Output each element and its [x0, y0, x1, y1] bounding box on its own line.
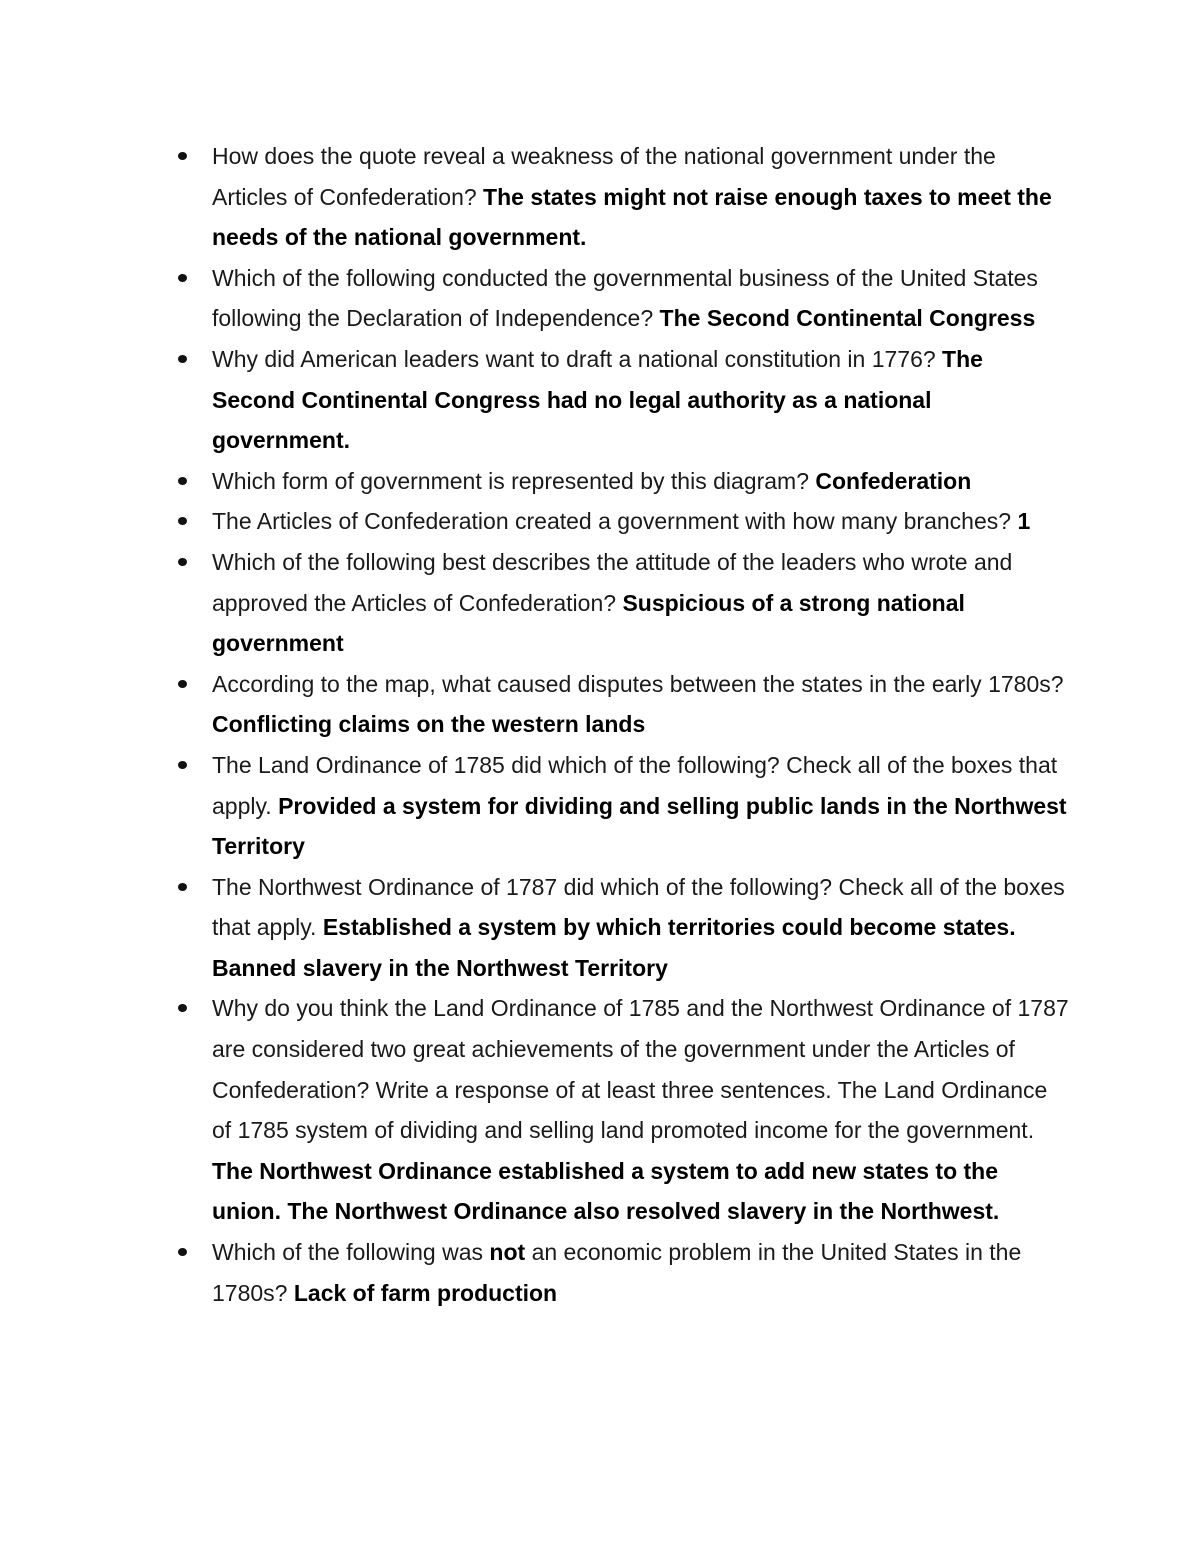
- question-text: Why did American leaders want to draft a national constitution in 1776?: [212, 345, 936, 372]
- bullet-icon: [178, 761, 187, 769]
- list-item: [212, 664, 1072, 745]
- question-text: Which form of government is represented by this diagram?: [212, 467, 809, 494]
- question-text: Which of the following conducted the governmental business of the United States following the Declaration of Independence?: [212, 264, 1038, 332]
- answer-text: The Second Continental Congress had no legal authority as a national government.: [212, 345, 983, 454]
- bullet-icon: [178, 883, 187, 891]
- question-text: The Land Ordinance of 1785 did which of the following? Check all of the boxes that apply.: [212, 751, 1058, 819]
- question-emphasis: not: [489, 1239, 526, 1266]
- answer-text: Provided a system for dividing and selling public lands in the Northwest Territory: [212, 792, 1067, 860]
- list-item: [212, 136, 1072, 258]
- answer-text: Established a system by which territories could become states. Banned slavery in the Northwest Territory: [212, 914, 1016, 981]
- question-text: Which of the following best describes the attitude of the leaders who wrote and approved the Articles of Confederation?: [212, 548, 1013, 616]
- question-text-before: Which of the following was: [212, 1239, 484, 1266]
- bullet-icon: [178, 558, 187, 566]
- bullet-icon: [178, 1248, 187, 1256]
- bullet-icon: [178, 355, 187, 363]
- list-item: [212, 745, 1072, 867]
- question-text: How does the quote reveal a weakness of the national government under the Articles of Confederation?: [212, 143, 996, 210]
- question-text: According to the map, what caused disputes between the states in the early 1780s?: [212, 670, 1064, 697]
- list-item: [212, 501, 1072, 542]
- answer-text: Suspicious of a strong national government: [212, 589, 965, 657]
- list-item: [212, 339, 1072, 461]
- question-text: Why do you think the Land Ordinance of 1785 and the Northwest Ordinance of 1787 are considered two great achievements of the government under the Articles of Confederation? Write a response of at least three sentences. The Land Ordinance of 1785 system of dividing and selling land promoted income for the government.: [212, 995, 1069, 1144]
- bullet-icon: [178, 152, 187, 160]
- answer-text: The states might not raise enough taxes to meet the needs of the national government.: [212, 183, 1052, 251]
- question-answer-list: [212, 136, 1072, 1313]
- bullet-icon: [178, 680, 187, 688]
- answer-text: Conflicting claims on the western lands: [212, 711, 646, 738]
- bullet-icon: [178, 1004, 187, 1012]
- list-item: [212, 258, 1072, 339]
- answer-text: Confederation: [815, 467, 972, 494]
- question-text-after: an economic problem in the United States in the 1780s?: [212, 1239, 1022, 1306]
- list-item: [212, 461, 1072, 502]
- list-item: [212, 988, 1072, 1232]
- answer-text: 1: [1017, 508, 1031, 535]
- bullet-icon: [178, 477, 187, 485]
- bullet-icon: [178, 274, 187, 282]
- bullet-icon: [178, 517, 187, 525]
- answer-text: The Northwest Ordinance established a system to add new states to the union. The Northwest Ordinance also resolved slavery in the Northwest.: [212, 1157, 1000, 1225]
- question-text: The Articles of Confederation created a government with how many branches?: [212, 508, 1012, 535]
- question-text: The Northwest Ordinance of 1787 did which of the following? Check all of the boxes that apply.: [212, 873, 1065, 941]
- list-item: [212, 867, 1072, 989]
- list-item: [212, 1232, 1072, 1313]
- answer-text: Lack of farm production: [293, 1279, 558, 1306]
- list-item: [212, 542, 1072, 664]
- answer-text: The Second Continental Congress: [659, 305, 1036, 332]
